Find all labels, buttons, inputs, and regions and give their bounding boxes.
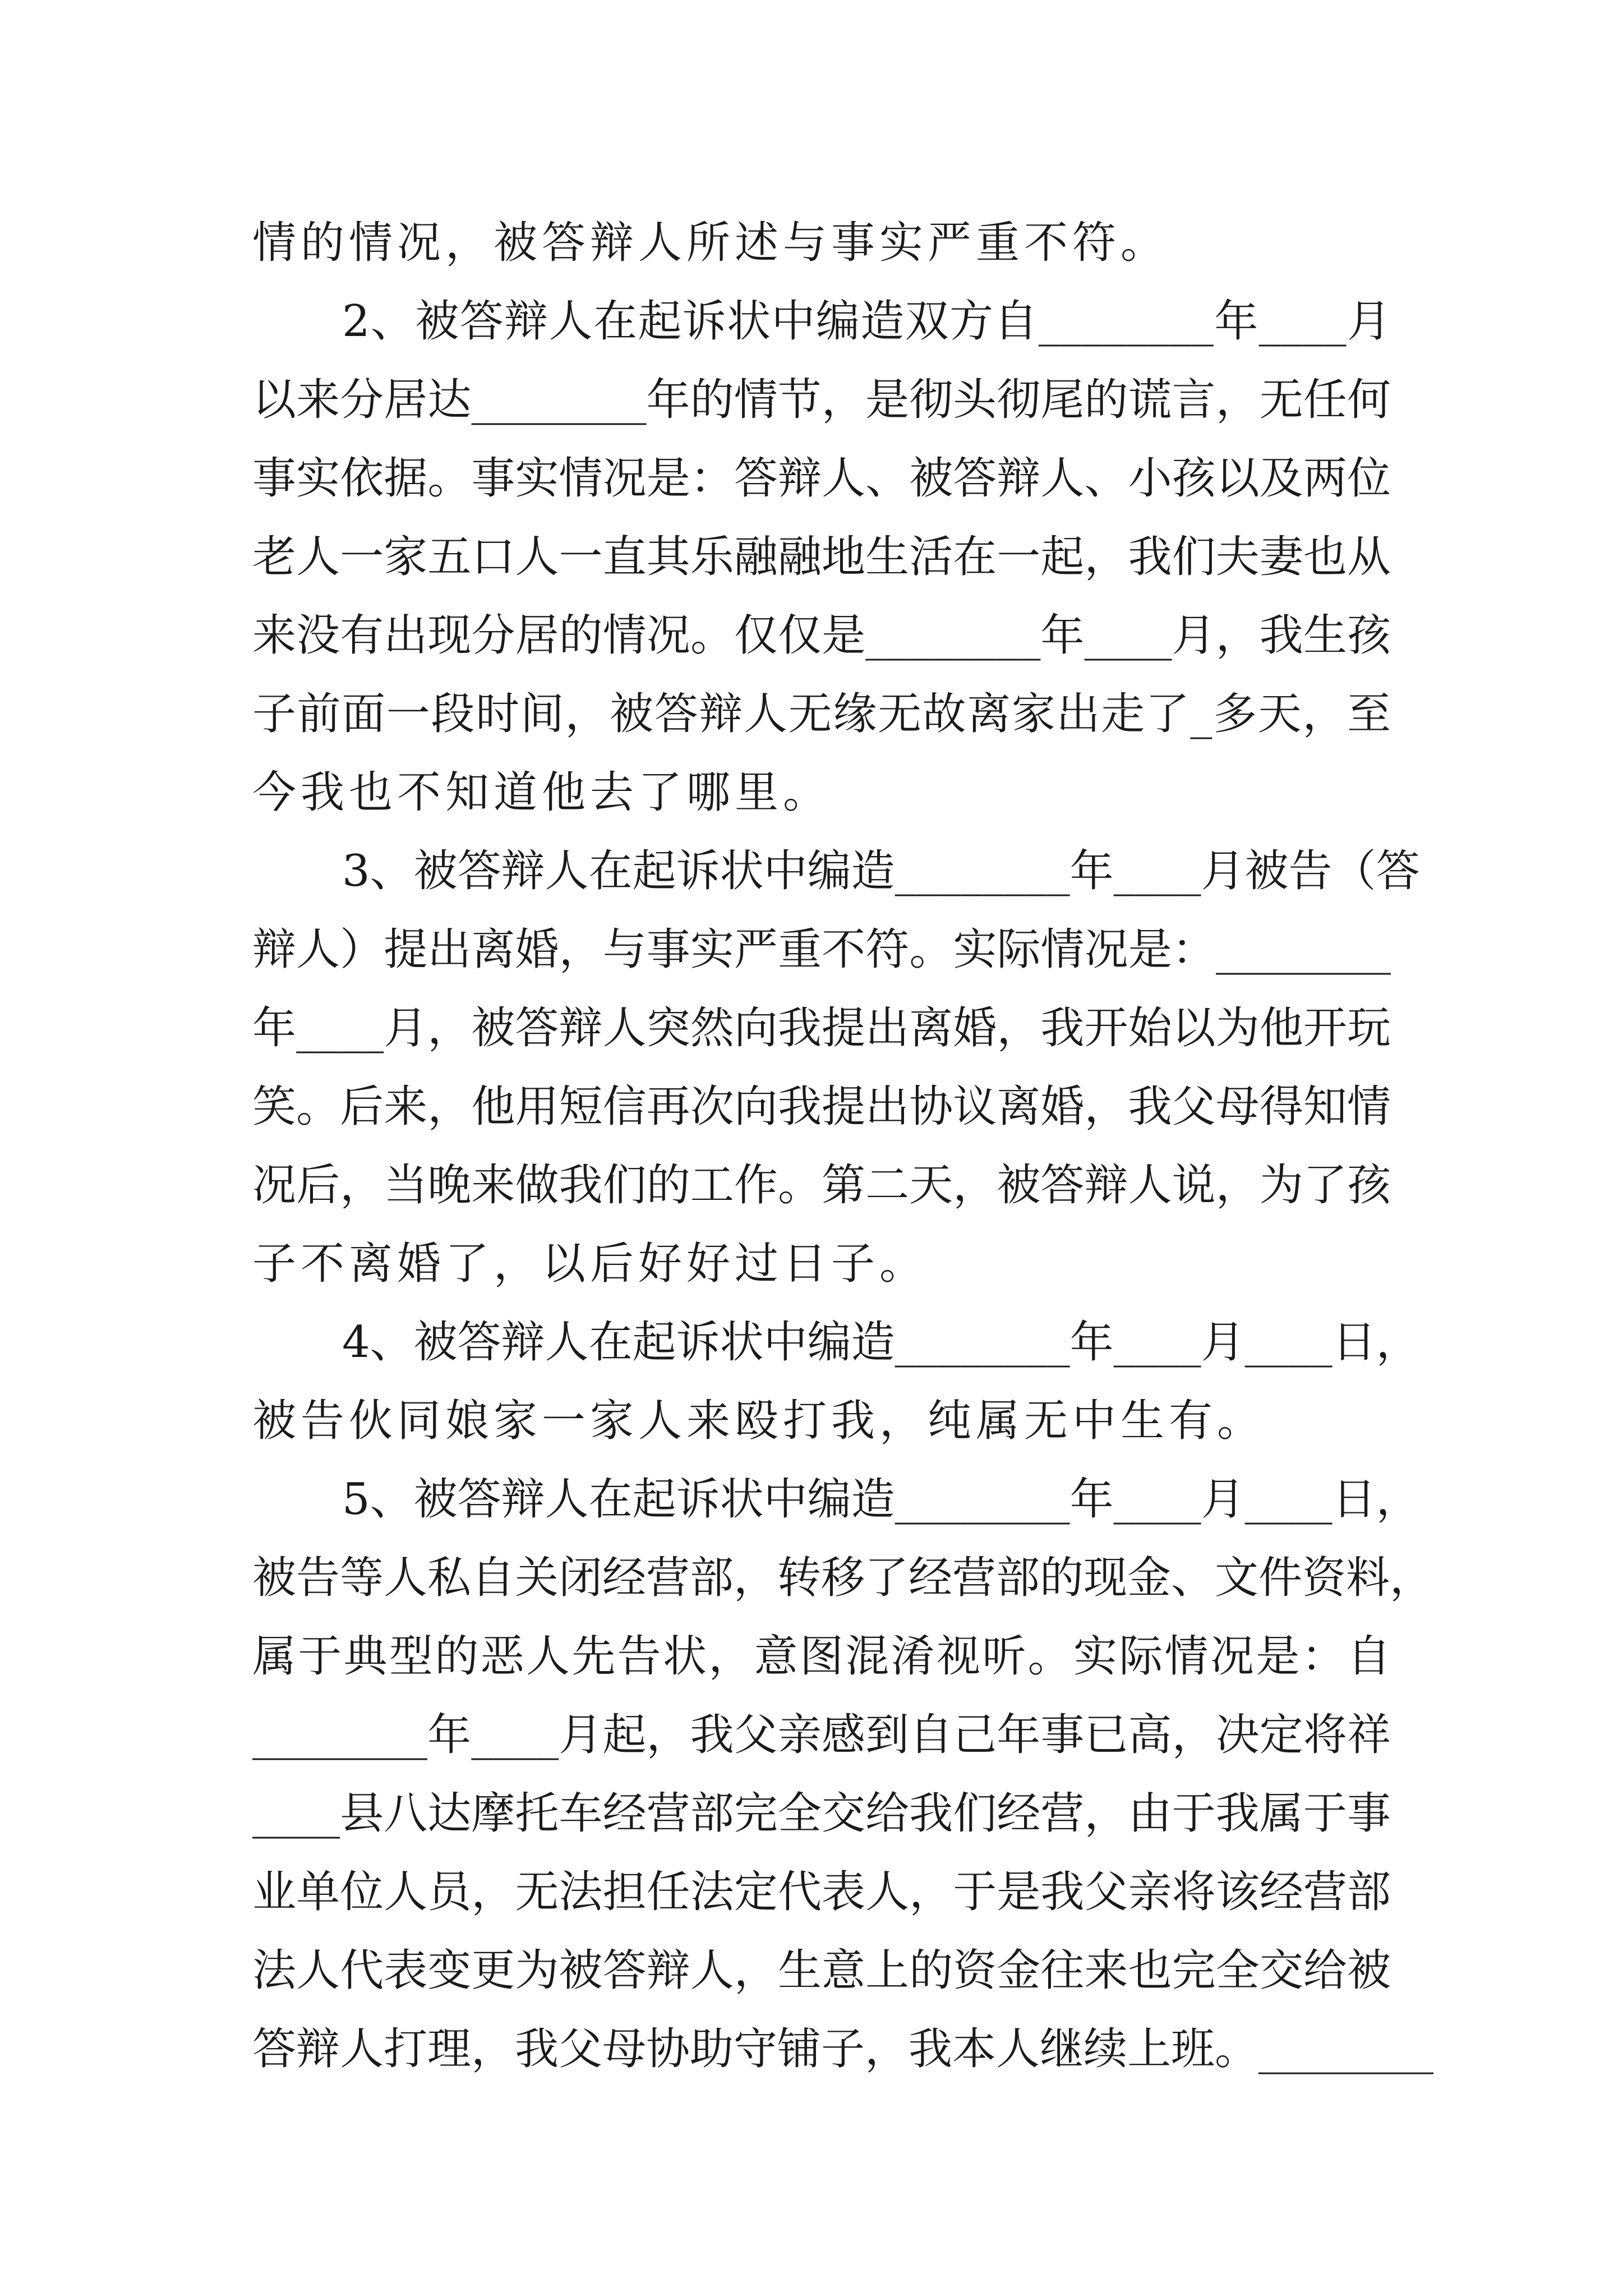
text-line: 以来分居达________年的情节，是彻头彻尾的谎言，无任何	[252, 375, 1391, 425]
text-line: 子前面一段时间，被答辩人无缘无故离家出走了_多天，至	[252, 689, 1391, 739]
text-line: 来没有出现分居的情况。仅仅是________年____月，我生孩	[252, 610, 1391, 661]
text-line: 法人代表变更为被答辩人，生意上的资金往来也完全交给被	[252, 1945, 1391, 1996]
text-line: 属于典型的恶人先告状，意图混淆视听。实际情况是：自	[252, 1631, 1391, 1682]
paragraph-5-line: 5、被答辩人在起诉状中编造________年____月____日，	[342, 1474, 1420, 1525]
text-line: 况后，当晚来做我们的工作。第二天，被答辩人说，为了孩	[252, 1160, 1391, 1211]
text-line: 事实依据。事实情况是：答辩人、被答辩人、小孩以及两位	[252, 453, 1391, 504]
text-line: ____县八达摩托车经营部完全交给我们经营，由于我属于事	[252, 1788, 1391, 1839]
text-line: ________年____月起，我父亲感到自己年事已高，决定将祥	[252, 1710, 1391, 1760]
text-line: 年____月，被答辩人突然向我提出离婚，我开始以为他开玩	[252, 1003, 1391, 1053]
text-line: 辩人）提出离婚，与事实严重不符。实际情况是：________	[252, 924, 1391, 975]
text-line: 子不离婚了，以后好好过日子。	[252, 1239, 928, 1289]
text-line: 情的情况，被答辩人所述与事实严重不符。	[252, 218, 1169, 268]
text-line: 笑。后来，他用短信再次向我提出协议离婚，我父母得知情	[252, 1082, 1391, 1132]
paragraph-2-line: 2、被答辩人在起诉状中编造双方自________年____月	[342, 296, 1391, 347]
text-line: 今我也不知道他去了哪里。	[252, 767, 832, 818]
paragraph-3-line: 3、被答辩人在起诉状中编造________年____月被告（答	[342, 846, 1420, 896]
text-line: 答辩人打理，我父母协助守铺子，我本人继续上班。________	[252, 2024, 1434, 2074]
text-line: 被告等人私自关闭经营部，转移了经营部的现金、文件资料，	[252, 1553, 1434, 1603]
text-line: 业单位人员，无法担任法定代表人，于是我父亲将该经营部	[252, 1867, 1391, 1917]
text-line: 老人一家五口人一直其乐融融地生活在一起，我们夫妻也从	[252, 532, 1391, 582]
text-line: 被告伙同娘家一家人来殴打我，纯属无中生有。	[252, 1396, 1266, 1446]
paragraph-4-line: 4、被答辩人在起诉状中编造________年____月____日，	[342, 1317, 1420, 1368]
